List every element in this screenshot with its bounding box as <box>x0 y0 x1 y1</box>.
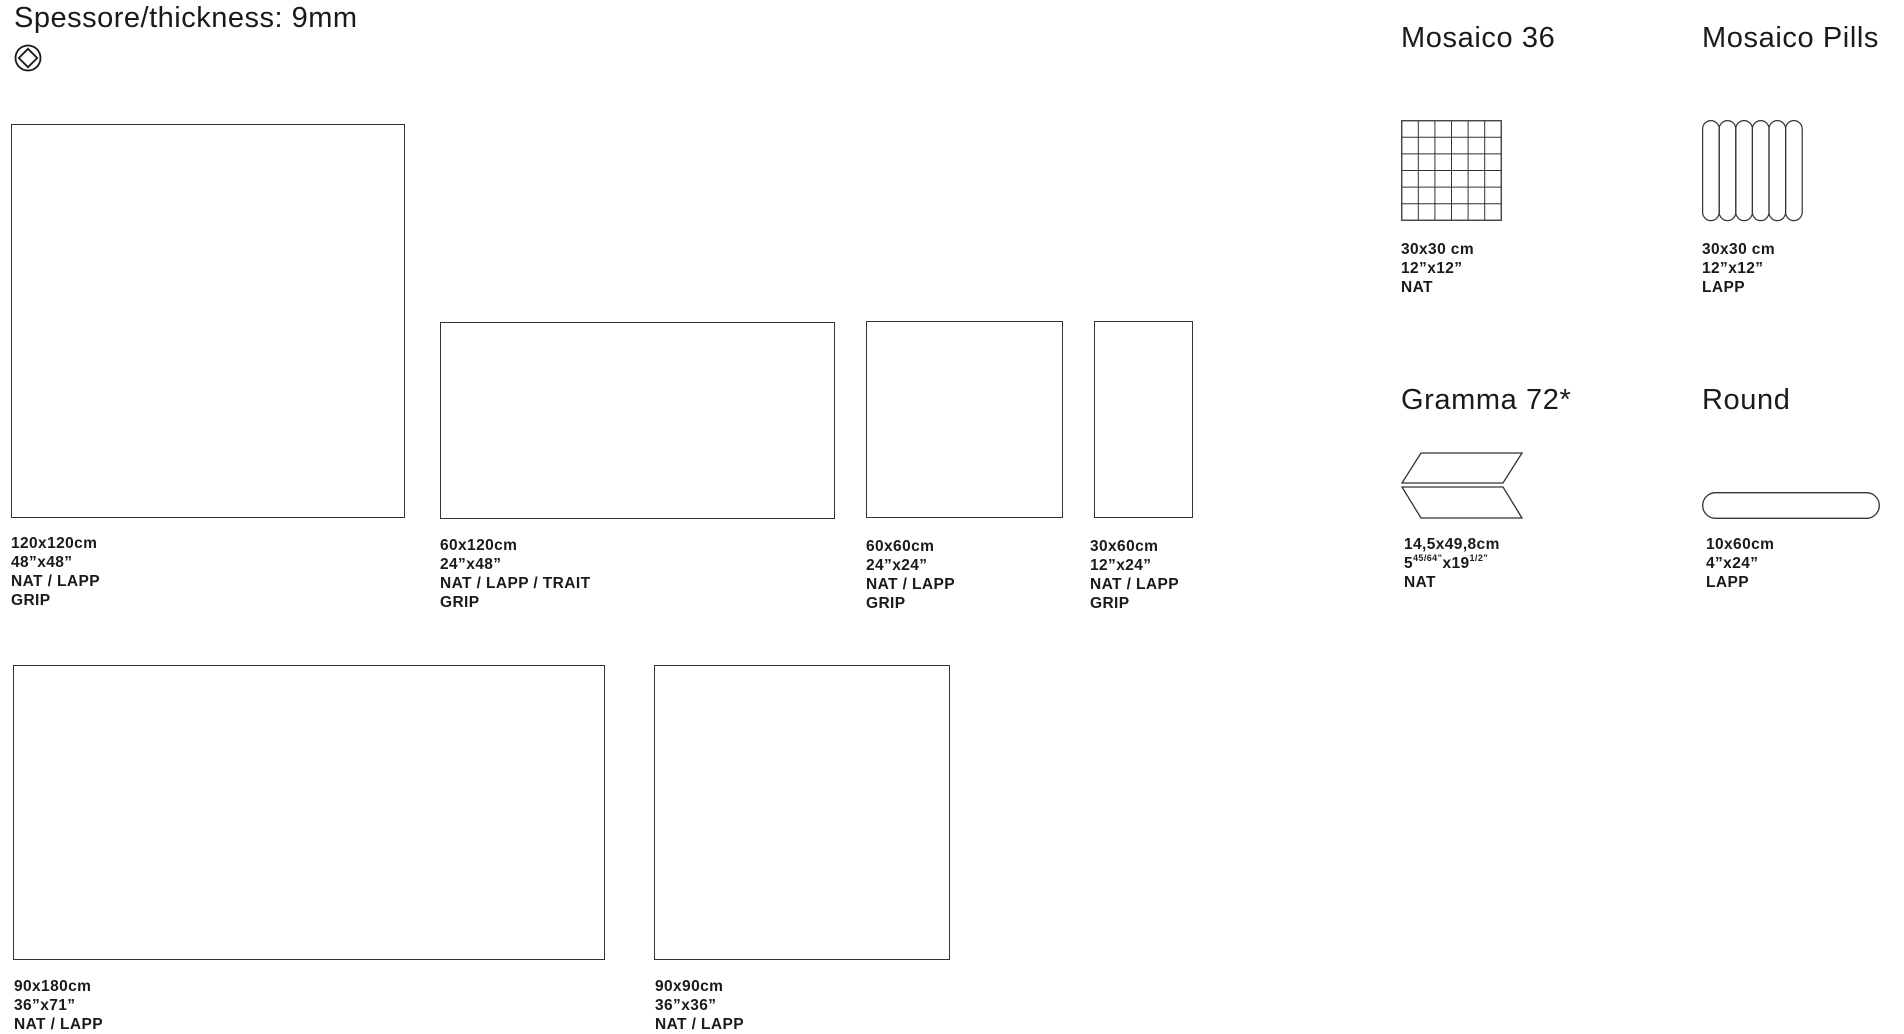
pills-mosaic-icon <box>1702 120 1804 222</box>
square-grid-mosaic-icon <box>1401 120 1502 221</box>
round-title: Round <box>1702 384 1791 416</box>
page-title: Spessore/thickness: 9mm <box>14 2 358 34</box>
round-label: 10x60cm 4”x24” LAPP <box>1706 536 1775 591</box>
tile-60x60 <box>866 321 1063 518</box>
rounded-bar-icon <box>1702 492 1880 519</box>
diamond-in-circle-icon <box>14 44 42 72</box>
tile-90x180 <box>13 665 605 960</box>
format-label-60x120: 60x120cm 24”x48” NAT / LAPP / TRAIT GRIP <box>440 537 591 611</box>
format-label-120x120: 120x120cm 48”x48” NAT / LAPP GRIP <box>11 535 100 609</box>
mosaico-pills-title: Mosaico Pills <box>1702 22 1880 54</box>
tile-60x120 <box>440 322 835 519</box>
format-label-90x180: 90x180cm 36”x71” NAT / LAPP <box>14 978 103 1033</box>
mosaico-36-title: Mosaico 36 <box>1401 22 1556 54</box>
format-label-60x60: 60x60cm 24”x24” NAT / LAPP GRIP <box>866 538 955 612</box>
tile-90x90 <box>654 665 950 960</box>
gramma-72-title: Gramma 72* <box>1401 384 1572 416</box>
tile-120x120 <box>11 124 405 518</box>
mosaico-36-label: 30x30 cm 12”x12” NAT <box>1401 241 1475 296</box>
format-label-30x60: 30x60cm 12”x24” NAT / LAPP GRIP <box>1090 538 1179 612</box>
mosaico-pills-label: 30x30 cm 12”x12” LAPP <box>1702 241 1776 296</box>
gramma-72-label: 14,5x49,8cm $5^{45/64”}x19^{1/2”}$ NAT <box>1404 536 1500 591</box>
tile-30x60 <box>1094 321 1193 518</box>
chevron-parallelogram-icon <box>1401 452 1523 520</box>
format-label-90x90: 90x90cm 36”x36” NAT / LAPP <box>655 978 744 1033</box>
